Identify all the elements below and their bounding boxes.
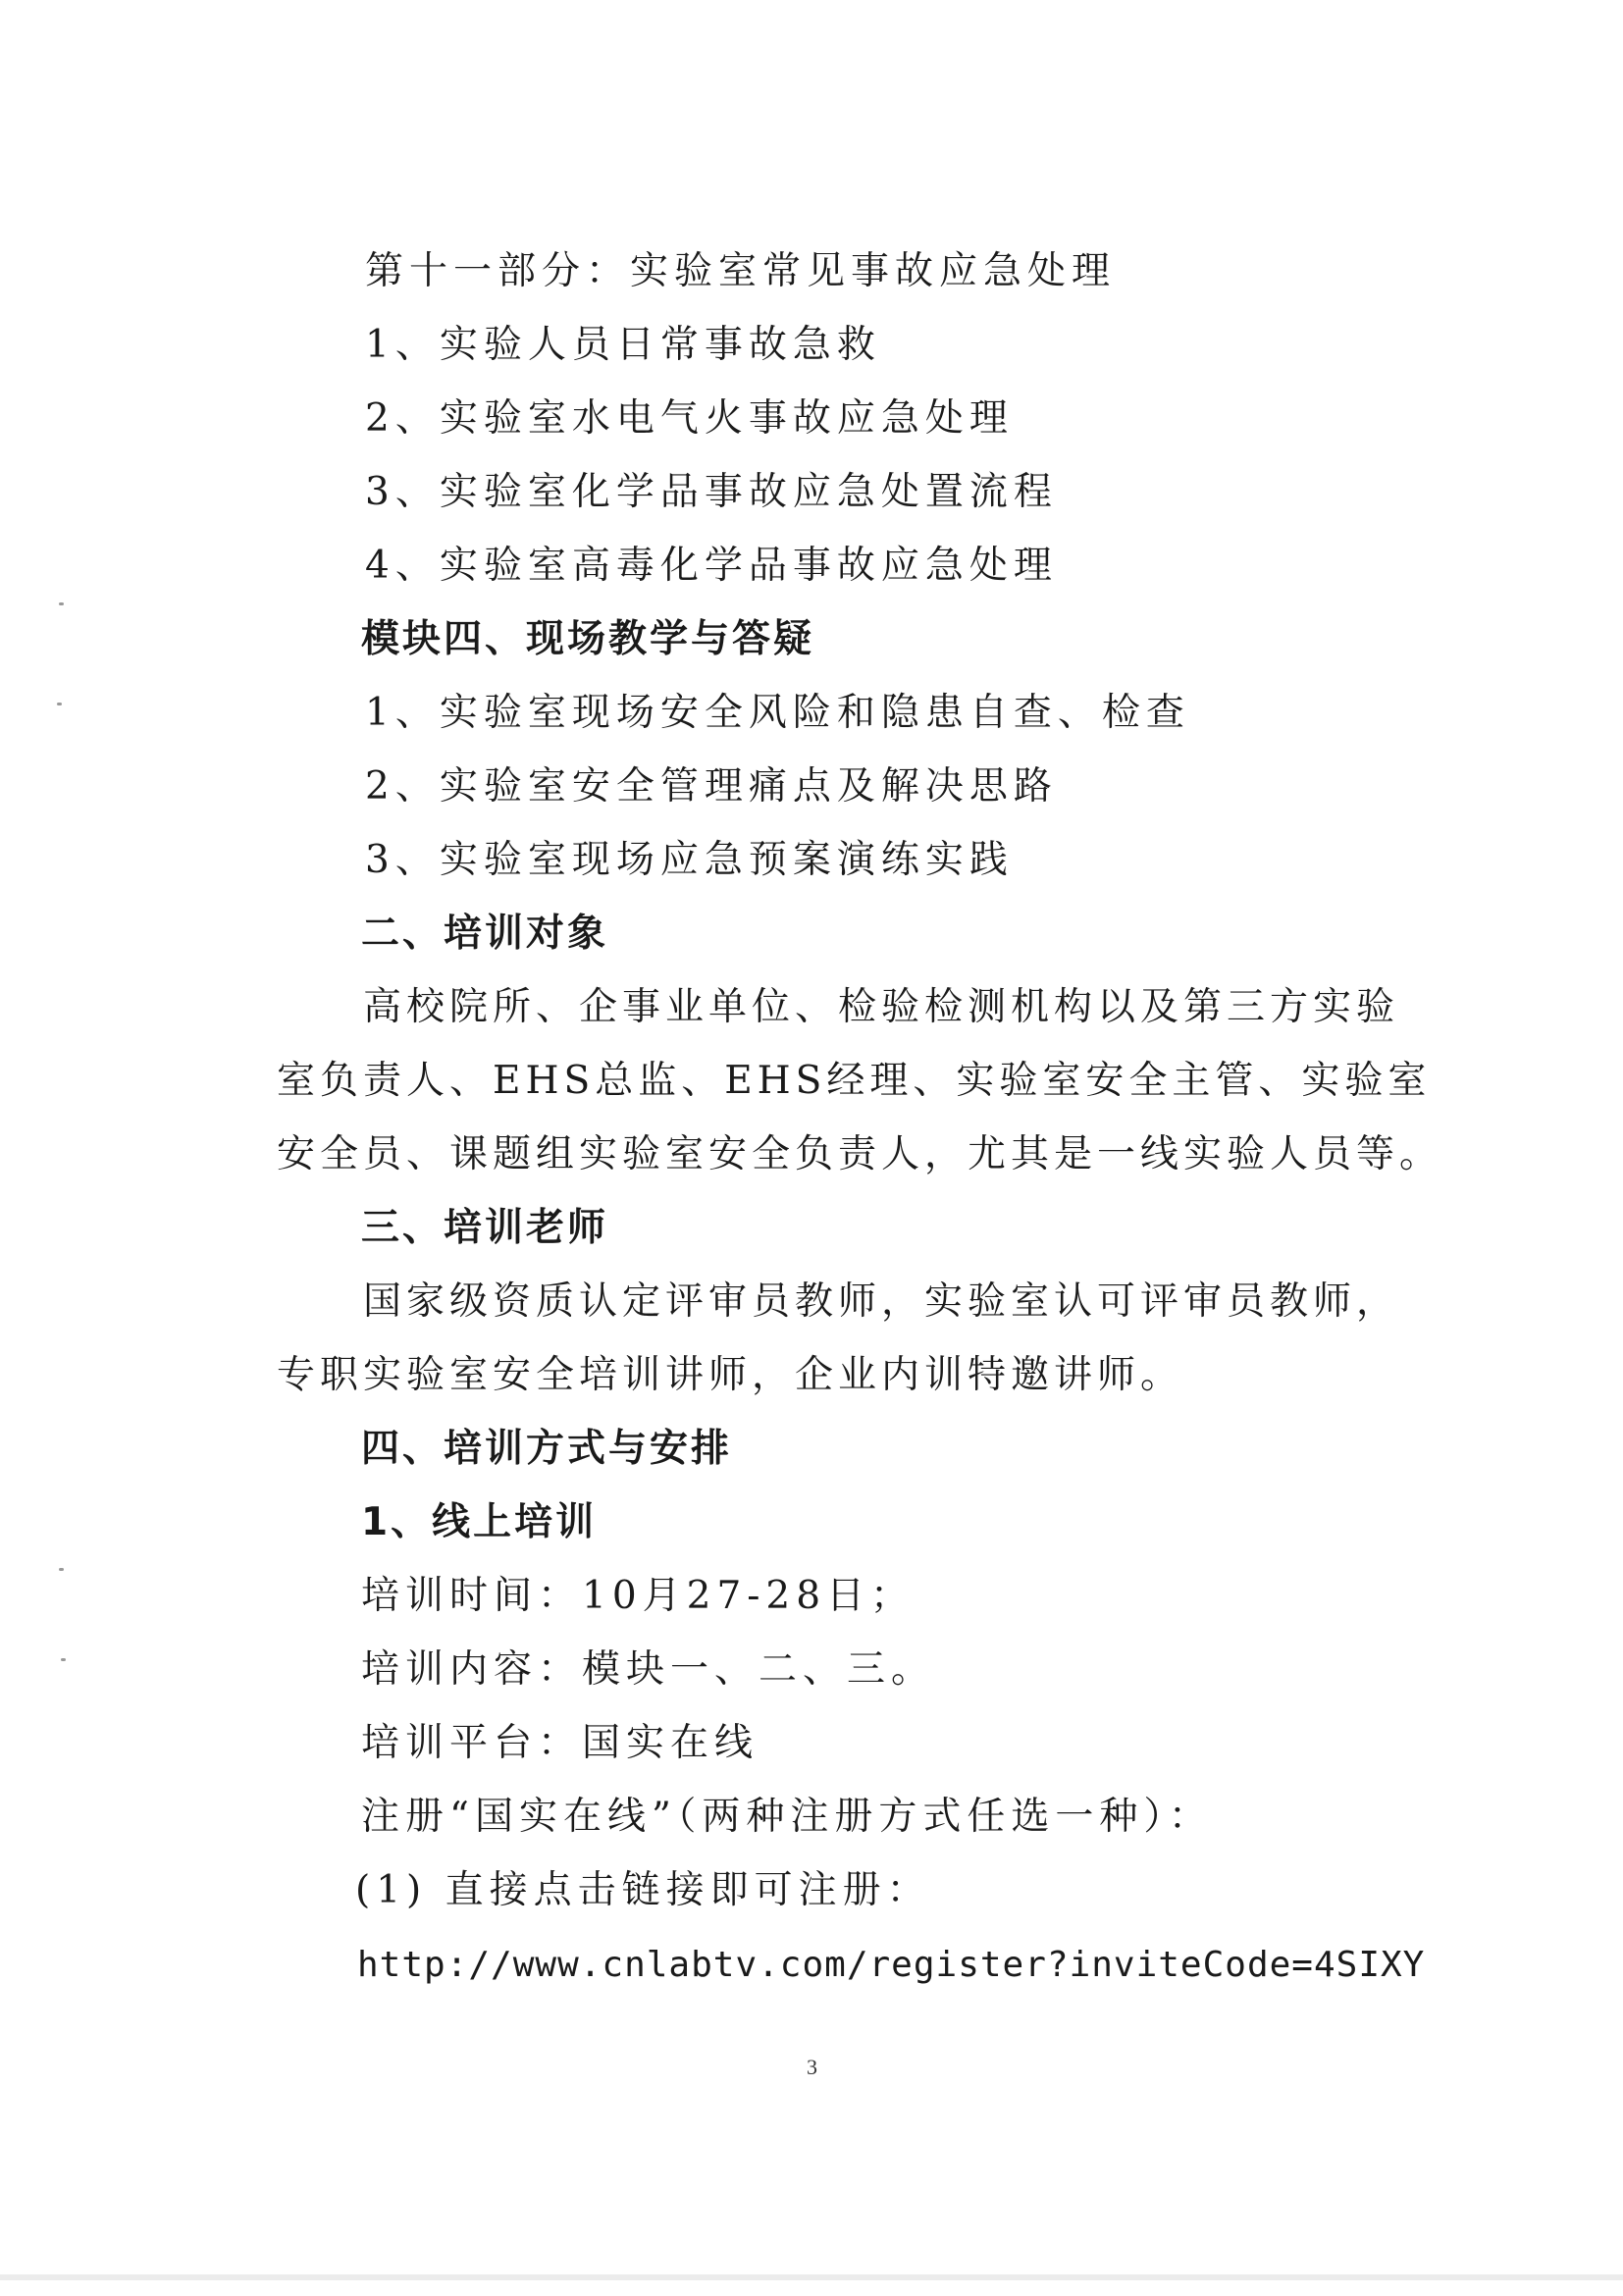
scan-speck xyxy=(57,703,62,705)
list-item: 3、实验室现场应急预案演练实践 xyxy=(365,838,1014,882)
paragraph-line: 安全员、课题组实验室安全负责人，尤其是一线实验人员等。 xyxy=(277,1132,1443,1176)
paragraph-line: 高校院所、企事业单位、检验检测机构以及第三方实验 xyxy=(363,985,1400,1029)
registration-method-1: (1) 直接点击链接即可注册： xyxy=(355,1868,931,1912)
list-item: 4、实验室高毒化学品事故应急处理 xyxy=(365,544,1058,588)
section-heading-part-11: 第十一部分：实验室常见事故应急处理 xyxy=(365,249,1117,293)
training-content: 培训内容：模块一、二、三。 xyxy=(361,1647,936,1692)
paragraph-line: 专职实验室安全培训讲师，企业内训特邀讲师。 xyxy=(277,1353,1184,1397)
paragraph-line: 室负责人、EHS总监、EHS经理、实验室安全主管、实验室 xyxy=(277,1059,1432,1103)
list-item: 1、实验室现场安全风险和隐患自查、检查 xyxy=(365,691,1190,735)
scan-speck xyxy=(59,1568,64,1571)
section-heading-trainers: 三、培训老师 xyxy=(361,1206,609,1250)
training-platform: 培训平台：国实在线 xyxy=(361,1721,759,1765)
scan-speck xyxy=(61,1658,66,1661)
section-heading-training-target: 二、培训对象 xyxy=(361,912,609,956)
scan-speck xyxy=(59,602,64,605)
section-heading-training-method: 四、培训方式与安排 xyxy=(361,1427,733,1471)
list-item: 1、实验人员日常事故急救 xyxy=(365,323,881,367)
registration-instruction: 注册“国实在线”（两种注册方式任选一种）： xyxy=(361,1795,1213,1839)
list-item: 2、实验室安全管理痛点及解决思路 xyxy=(365,764,1058,809)
list-item: 2、实验室水电气火事故应急处理 xyxy=(365,396,1014,441)
scan-bottom-edge xyxy=(0,2274,1623,2280)
subheading-online-training: 1、线上培训 xyxy=(361,1500,598,1544)
list-item: 3、实验室化学品事故应急处置流程 xyxy=(365,470,1058,514)
paragraph-line: 国家级资质认定评审员教师，实验室认可评审员教师， xyxy=(363,1279,1400,1324)
page-number: 3 xyxy=(807,2055,817,2079)
registration-link[interactable]: http://www.cnlabtv.com/register?inviteCode=4SIXY xyxy=(357,1945,1426,1985)
module-heading: 模块四、现场教学与答疑 xyxy=(361,617,815,661)
training-time: 培训时间：10月27-28日； xyxy=(361,1574,916,1618)
